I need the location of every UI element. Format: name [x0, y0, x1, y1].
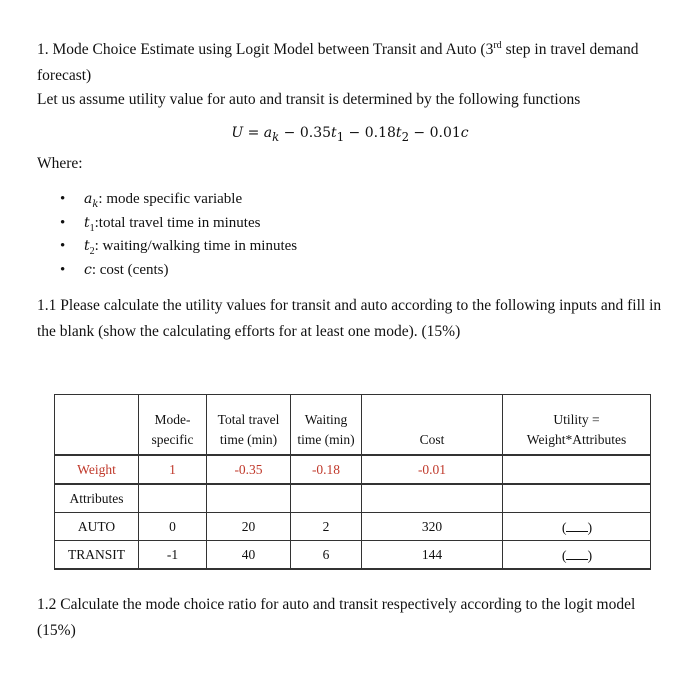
- bullet-icon: •: [60, 191, 66, 207]
- utility-table: [54, 394, 651, 570]
- weight-cost: -0.01: [362, 455, 503, 484]
- attributes-row: [55, 484, 651, 513]
- list-item: • $a_k$: mode specific variable: [60, 188, 297, 212]
- utility-blank[interactable]: ( ): [503, 541, 651, 570]
- question-1-2: 1.2 Calculate the mode choice ratio for auto and transit respectively according to the logit model (15%): [37, 596, 636, 639]
- table-row: [55, 513, 651, 541]
- header-empty: [55, 395, 139, 456]
- utility-blank[interactable]: ( ): [503, 513, 651, 541]
- bullet-icon: •: [60, 238, 66, 254]
- question-1-1: 1.1 Please calculate the utility values for transit and auto according to the following inputs and fill in the blank (show the calculating efforts for at least one mode). (15%): [37, 297, 662, 340]
- bullet-icon: •: [60, 214, 66, 231]
- variable-list: [60, 188, 297, 282]
- where-label: Where:: [37, 155, 83, 172]
- header-waiting-time: Waiting time (min): [291, 395, 362, 456]
- weight-mode: 1: [139, 455, 207, 484]
- weight-label: Weight: [55, 455, 139, 484]
- weight-row: [55, 455, 651, 484]
- header-cost: Cost: [362, 395, 503, 456]
- weight-wait: -0.18: [291, 455, 362, 484]
- list-item: • $t_1:total$ travel time in minutes: [60, 212, 297, 236]
- travel-value: 20: [207, 513, 291, 541]
- intro-text: Let us assume utility value for auto and transit is determined by the following functions: [37, 91, 581, 108]
- row-label: AUTO: [55, 513, 139, 541]
- header-travel-time: Total travel time (min): [207, 395, 291, 456]
- utility-formula: $U = a_k - 0.35t_1 - 0.18t_2 - 0.01c$: [231, 125, 469, 144]
- wait-value: 2: [291, 513, 362, 541]
- cost-value: 320: [362, 513, 503, 541]
- mode-value: -1: [139, 541, 207, 570]
- weight-utility-empty: [503, 455, 651, 484]
- mode-value: 0: [139, 513, 207, 541]
- list-item: • $t_2$: waiting/walking time in minutes: [60, 235, 297, 259]
- question-1-heading: 1. Mode Choice Estimate using Logit Model between Transit and Auto (3rd step in travel demand forecast): [37, 40, 639, 85]
- travel-value: 40: [207, 541, 291, 570]
- list-item: • c: cost (cents): [60, 259, 297, 283]
- weight-travel: -0.35: [207, 455, 291, 484]
- header-utility: Utility = Weight*Attributes: [503, 395, 651, 456]
- row-label: TRANSIT: [55, 541, 139, 570]
- header-row: [55, 395, 651, 456]
- bullet-icon: •: [60, 261, 66, 278]
- attributes-label: Attributes: [55, 484, 139, 513]
- cost-value: 144: [362, 541, 503, 570]
- wait-value: 6: [291, 541, 362, 570]
- header-mode-specific: Mode- specific: [139, 395, 207, 456]
- table-row: [55, 541, 651, 570]
